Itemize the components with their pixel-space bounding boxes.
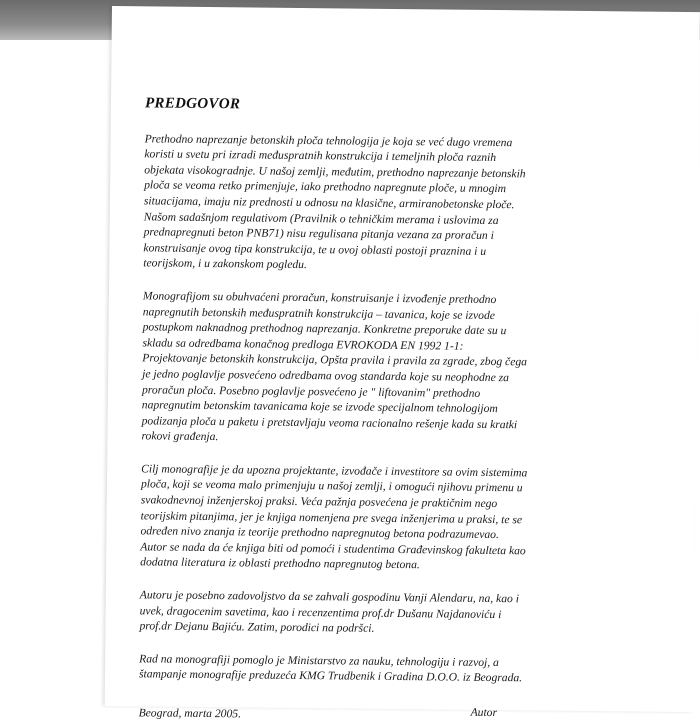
document-page [105,6,700,721]
text-line: napregnutim betonskim tavanicama koje se izvode specijalnom tehnologijom [141,398,498,416]
paragraph-intro [143,131,556,276]
text-line: ploča se veoma retko primenjuje, iako prethodno napregnute ploče, u mnogim [144,178,507,196]
text-line: objekata visokogradnje. U našoj zemlji, međutim, prethodno naprezanje betonskih [144,163,526,181]
page-heading: PREDGOVOR [144,95,241,113]
text-line: Našom sadašnjom regulativom (Pravilnik o tehničkim merama i uslovima za [143,209,499,227]
text-line: koristi u svetu pri izradi međuspratnih konstrukcija i temeljnih ploča raznih [144,147,497,165]
text-line: Cilj monografije je da upozna projektante, izvođače i investitore sa ovim sistemima [141,462,528,480]
text-line: teorijskim pitanjima, jer je knjiga nomenjena pre svega inženjerima u praksi, te se [140,508,523,526]
text-line: proračun ploča. Posebno poglavlje posvećeno je " liftovanim" prethodno [141,382,481,400]
author-signature: Autor [470,705,498,720]
text-line: rokovi građenja. [141,429,219,444]
signature-line [139,705,551,725]
text-line: Projektovanje betonskih konstrukcija, Opšta pravila i pravila za zgrade, zbog čega [142,351,528,369]
text-line: ploča, koji se veoma malo primenjuju u našoj zemlji, i omogući njihovu primenu u [140,477,523,495]
text-line: situacijama, imaju niz prednosti u odnosu na klasične, armiranobetonske ploče. [143,194,515,212]
text-line: štampanje monografije preduzeća KMG Trudbenik i Gradina D.O.O. iz Beograda. [138,667,523,685]
page-content [139,96,558,725]
text-line: konstruisanje ovog tipa konstrukcija, te u ovoj oblasti postoji praznina i u [143,241,487,258]
paragraph-scope [141,288,555,448]
paragraph-thanks [139,587,551,638]
text-line: svakodnevnoj inženjerskoj praksi. Veća pažnja posvećena je praktičnim nego [140,493,498,511]
text-line: uvek, dragocenim savetima, kao i recenzentima prof.dr Dušanu Najdanoviću i [139,603,502,621]
text-line: napregnutih betonskih međuspratnih konstrukcija – tavanica, koje se izvode [142,304,496,322]
text-line: prednapregnuti beton PNB71) nisu regulisana pitanja vezana za proračun i [143,225,494,243]
text-line: prof.dr Dejanu Bajiću. Zatim, porodici na podršci. [139,619,375,635]
text-line: postupkom naknadnog prethodnog naprezanja. Konkretne preporuke date su u [142,320,507,338]
text-line: Monografijom su obuhvaćeni proračun, konstruisanje i izvođenje prethodno [142,289,497,306]
text-line: Autor se nada da će knjiga biti od pomoći i studentima Građevinskog fakulteta kao [140,540,526,558]
text-line: Prethodno naprezanje betonskih ploča tehnologija je koja se već dugo vremena [144,131,513,149]
place-date: Beograd, marta 2005. [138,706,242,721]
text-line: Autoru je posebno zadovoljstvo da se zahvali gospodinu Vanji Alendaru, na, kao i [139,588,520,606]
text-line: određen nivo znanja iz teorije prethodno napregnutog betona podrazumevao. [140,524,499,542]
paragraph-goal [140,461,553,574]
text-line: je jedno poglavlje posvećeno odredbama ovog standarda koje su neophodne za [142,367,510,385]
text-line: podizanja ploča u paketu i pretstavljaju veoma racionalno rešenje kada su kratki [141,414,518,431]
text-line: teorijskom, i u zakonskom pogledu. [143,256,307,272]
text-line: dodatna literatura iz oblasti prethodno napregnutog betona. [140,555,420,572]
text-line: Rad na monografiji pomoglo je Ministarstvo za nauku, tehnologiju i razvoj, a [139,652,499,669]
paragraph-support [139,651,551,687]
text-line: skladu sa odredbama konačnog predloga EVROKODA EN 1992 1-1: [142,336,464,353]
